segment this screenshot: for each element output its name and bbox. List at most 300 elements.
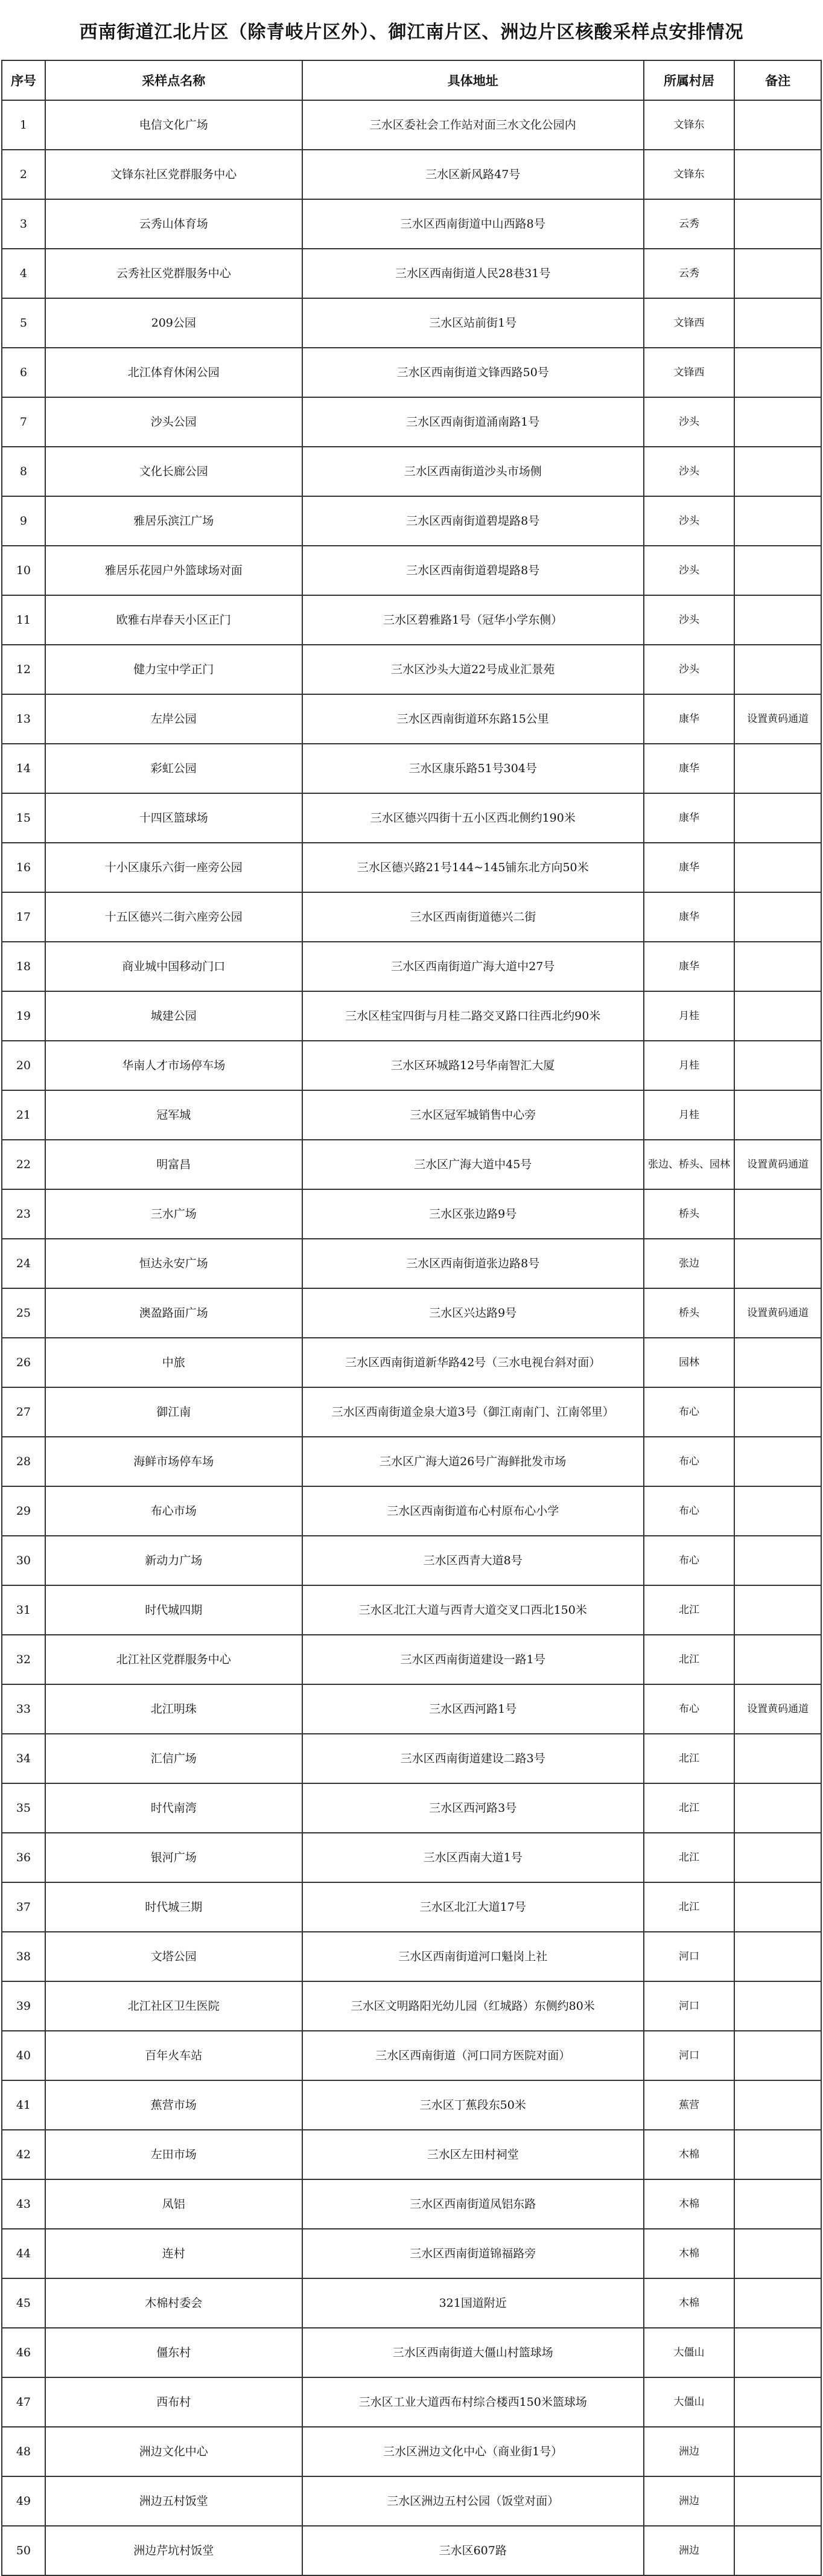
row-index: 44 [2,2229,45,2278]
remarks [734,1932,821,1981]
village: 布心 [644,1387,734,1437]
row-index: 26 [2,1338,45,1387]
site-address: 三水区西南街道（河口同方医院对面） [302,2031,644,2080]
site-name: 左田市场 [45,2130,302,2179]
table-row [2,942,821,991]
village: 北江 [644,1734,734,1783]
table-row [2,496,821,546]
remarks [734,1041,821,1090]
table-row [2,100,821,150]
table-row [2,249,821,298]
row-index: 8 [2,447,45,496]
site-name: 健力宝中学正门 [45,645,302,694]
remarks: 设置黄码通道 [734,1288,821,1338]
site-address: 三水区洲边五村公园（饭堂对面） [302,2476,644,2526]
row-index: 39 [2,1981,45,2031]
village: 北江 [644,1585,734,1635]
site-name: 北江社区卫生医院 [45,1981,302,2031]
site-name: 汇信广场 [45,1734,302,1783]
site-address: 三水区德兴四街十五小区西北侧约190米 [302,793,644,843]
remarks [734,2476,821,2526]
site-address: 三水区站前街1号 [302,298,644,348]
village: 康华 [644,843,734,892]
remarks [734,1486,821,1536]
header-village: 所属村居 [644,60,734,100]
table-row [2,199,821,249]
site-name: 冠军城 [45,1090,302,1140]
table-row [2,1090,821,1140]
table-header-row [2,60,821,100]
row-index: 3 [2,199,45,249]
row-index: 6 [2,348,45,397]
village: 木棉 [644,2229,734,2278]
table-row [2,1783,821,1833]
row-index: 2 [2,150,45,199]
table-row [2,1486,821,1536]
site-name: 彩虹公园 [45,744,302,793]
table-row [2,2031,821,2080]
table-row [2,1189,821,1239]
remarks [734,100,821,150]
remarks [734,793,821,843]
remarks [734,199,821,249]
remarks [734,1239,821,1288]
table-row [2,793,821,843]
site-name: 北江社区党群服务中心 [45,1635,302,1684]
row-index: 17 [2,892,45,942]
site-address: 三水区西南街道建设一路1号 [302,1635,644,1684]
remarks [734,249,821,298]
table-row [2,1833,821,1882]
site-address: 三水区西南街道德兴二街 [302,892,644,942]
table-row [2,2476,821,2526]
table-row [2,2278,821,2328]
site-address: 三水区西南街道布心村原布心小学 [302,1486,644,1536]
site-address: 三水区康乐路51号304号 [302,744,644,793]
header-address: 具体地址 [302,60,644,100]
remarks [734,744,821,793]
site-address: 三水区北江大道与西青大道交叉口西北150米 [302,1585,644,1635]
site-name: 银河广场 [45,1833,302,1882]
village: 月桂 [644,1041,734,1090]
row-index: 10 [2,546,45,595]
village: 沙头 [644,447,734,496]
village: 桥头 [644,1189,734,1239]
remarks [734,1734,821,1783]
remarks [734,1387,821,1437]
site-address: 三水区西南街道环东路15公里 [302,694,644,744]
site-address: 三水区环城路12号华南智汇大厦 [302,1041,644,1090]
remarks [734,1090,821,1140]
site-address: 三水区碧雅路1号（冠华小学东侧） [302,595,644,645]
remarks [734,1189,821,1239]
site-name: 时代南湾 [45,1783,302,1833]
village: 大僵山 [644,2328,734,2377]
row-index: 4 [2,249,45,298]
village: 北江 [644,1783,734,1833]
site-address: 三水区西南街道凤铝东路 [302,2179,644,2229]
site-name: 电信文化广场 [45,100,302,150]
table-row [2,1140,821,1189]
remarks [734,991,821,1041]
table-row [2,298,821,348]
site-address: 三水区西河路1号 [302,1684,644,1734]
table-row [2,1041,821,1090]
village: 月桂 [644,1090,734,1140]
site-name: 文塔公园 [45,1932,302,1981]
village: 沙头 [644,645,734,694]
site-address: 三水区沙头大道22号成业汇景苑 [302,645,644,694]
site-name: 恒达永安广场 [45,1239,302,1288]
site-address: 三水区西南街道金泉大道3号（御江南南门、江南邻里） [302,1387,644,1437]
row-index: 48 [2,2427,45,2476]
site-name: 文化长廊公园 [45,447,302,496]
row-index: 40 [2,2031,45,2080]
site-address: 三水区西南街道建设二路3号 [302,1734,644,1783]
remarks [734,496,821,546]
table-row [2,2427,821,2476]
row-index: 37 [2,1882,45,1932]
site-name: 西布村 [45,2377,302,2427]
site-address: 三水区西南街道锦福路旁 [302,2229,644,2278]
row-index: 28 [2,1437,45,1486]
site-address: 三水区委社会工作站对面三水文化公园内 [302,100,644,150]
site-name: 布心市场 [45,1486,302,1536]
village: 蕉营 [644,2080,734,2130]
row-index: 24 [2,1239,45,1288]
table-row [2,1882,821,1932]
site-address: 三水区西南街道碧堤路8号 [302,546,644,595]
site-name: 海鲜市场停车场 [45,1437,302,1486]
row-index: 38 [2,1932,45,1981]
table-row [2,1387,821,1437]
row-index: 7 [2,397,45,447]
remarks [734,1536,821,1585]
table-row [2,1981,821,2031]
remarks [734,2427,821,2476]
village: 张边、桥头、园林 [644,1140,734,1189]
table-row [2,991,821,1041]
site-address: 三水区广海大道中45号 [302,1140,644,1189]
site-address: 三水区西南街道人民28巷31号 [302,249,644,298]
row-index: 32 [2,1635,45,1684]
village: 云秀 [644,199,734,249]
row-index: 1 [2,100,45,150]
row-index: 33 [2,1684,45,1734]
village: 康华 [644,793,734,843]
row-index: 30 [2,1536,45,1585]
site-name: 文锋东社区党群服务中心 [45,150,302,199]
site-name: 城建公园 [45,991,302,1041]
village: 康华 [644,942,734,991]
village: 木棉 [644,2179,734,2229]
row-index: 50 [2,2526,45,2575]
row-index: 25 [2,1288,45,1338]
village: 洲边 [644,2427,734,2476]
table-body [2,100,821,2575]
village: 沙头 [644,595,734,645]
remarks [734,2179,821,2229]
row-index: 16 [2,843,45,892]
village: 布心 [644,1536,734,1585]
row-index: 35 [2,1783,45,1833]
site-address: 三水区新风路47号 [302,150,644,199]
remarks: 设置黄码通道 [734,1140,821,1189]
site-address: 三水区607路 [302,2526,644,2575]
village: 云秀 [644,249,734,298]
site-address: 三水区西南街道新华路42号（三水电视台斜对面） [302,1338,644,1387]
header-index: 序号 [2,60,45,100]
site-address: 321国道附近 [302,2278,644,2328]
village: 沙头 [644,496,734,546]
village: 文锋东 [644,100,734,150]
remarks [734,892,821,942]
row-index: 19 [2,991,45,1041]
table-row [2,150,821,199]
row-index: 14 [2,744,45,793]
site-name: 澳盈路面广场 [45,1288,302,1338]
village: 洲边 [644,2476,734,2526]
remarks: 设置黄码通道 [734,694,821,744]
row-index: 27 [2,1387,45,1437]
remarks [734,1585,821,1635]
site-address: 三水区桂宝四街与月桂二路交叉路口往西北约90米 [302,991,644,1041]
table-row [2,2229,821,2278]
row-index: 42 [2,2130,45,2179]
row-index: 23 [2,1189,45,1239]
site-name: 中旅 [45,1338,302,1387]
site-address: 三水区左田村祠堂 [302,2130,644,2179]
village: 河口 [644,2031,734,2080]
row-index: 47 [2,2377,45,2427]
table-row [2,1635,821,1684]
site-address: 三水区广海大道26号广海鲜批发市场 [302,1437,644,1486]
remarks [734,2229,821,2278]
table-row [2,2377,821,2427]
row-index: 11 [2,595,45,645]
header-site-name: 采样点名称 [45,60,302,100]
table-row [2,1437,821,1486]
remarks [734,150,821,199]
table-row [2,2130,821,2179]
remarks [734,2080,821,2130]
village: 北江 [644,1635,734,1684]
table-row [2,1932,821,1981]
site-name: 北江体育休闲公园 [45,348,302,397]
table-row [2,546,821,595]
site-name: 洲边五村饭堂 [45,2476,302,2526]
remarks [734,2377,821,2427]
village: 河口 [644,1932,734,1981]
site-address: 三水区冠军城销售中心旁 [302,1090,644,1140]
table-row [2,2179,821,2229]
table-row [2,694,821,744]
site-name: 十四区篮球场 [45,793,302,843]
row-index: 41 [2,2080,45,2130]
row-index: 5 [2,298,45,348]
row-index: 21 [2,1090,45,1140]
remarks [734,1338,821,1387]
site-address: 三水区西青大道8号 [302,1536,644,1585]
site-name: 洲边文化中心 [45,2427,302,2476]
table-row [2,1585,821,1635]
village: 文锋东 [644,150,734,199]
table-row [2,645,821,694]
table-row [2,1239,821,1288]
remarks [734,298,821,348]
row-index: 34 [2,1734,45,1783]
site-name: 三水广场 [45,1189,302,1239]
site-address: 三水区西南街道大僵山村篮球场 [302,2328,644,2377]
village: 沙头 [644,546,734,595]
table-row [2,397,821,447]
remarks [734,1882,821,1932]
site-address: 三水区西南街道河口魁岗上社 [302,1932,644,1981]
row-index: 31 [2,1585,45,1635]
village: 文锋西 [644,298,734,348]
village: 大僵山 [644,2377,734,2427]
site-name: 新动力广场 [45,1536,302,1585]
site-name: 沙头公园 [45,397,302,447]
table-row [2,348,821,397]
row-index: 22 [2,1140,45,1189]
table-row [2,595,821,645]
village: 木棉 [644,2278,734,2328]
site-name: 连村 [45,2229,302,2278]
site-address: 三水区西南大道1号 [302,1833,644,1882]
village: 张边 [644,1239,734,1288]
remarks [734,348,821,397]
row-index: 13 [2,694,45,744]
site-name: 雅居乐滨江广场 [45,496,302,546]
header-remarks: 备注 [734,60,821,100]
site-name: 洲边芹坑村饭堂 [45,2526,302,2575]
remarks [734,2031,821,2080]
village: 布心 [644,1684,734,1734]
site-name: 左岸公园 [45,694,302,744]
site-name: 华南人才市场停车场 [45,1041,302,1090]
table-row [2,2080,821,2130]
site-name: 雅居乐花园户外篮球场对面 [45,546,302,595]
village: 康华 [644,694,734,744]
document-title: 西南街道江北片区（除青岐片区外）、御江南片区、洲边片区核酸采样点安排情况 [79,21,744,43]
remarks [734,1981,821,2031]
site-name: 木棉村委会 [45,2278,302,2328]
site-address: 三水区西南街道涌南路1号 [302,397,644,447]
site-address: 三水区西河路3号 [302,1783,644,1833]
site-address: 三水区丁蕉段东50米 [302,2080,644,2130]
village: 园林 [644,1338,734,1387]
village: 布心 [644,1437,734,1486]
remarks [734,645,821,694]
site-name: 时代城四期 [45,1585,302,1635]
village: 河口 [644,1981,734,2031]
village: 桥头 [644,1288,734,1338]
site-address: 三水区张边路9号 [302,1189,644,1239]
site-address: 三水区德兴路21号144~145铺东北方向50米 [302,843,644,892]
site-name: 十五区德兴二街六座旁公园 [45,892,302,942]
site-address: 三水区洲边文化中心（商业街1号） [302,2427,644,2476]
row-index: 20 [2,1041,45,1090]
remarks [734,2526,821,2575]
remarks [734,2328,821,2377]
site-address: 三水区西南街道广海大道中27号 [302,942,644,991]
table-row [2,447,821,496]
table-row [2,1288,821,1338]
row-index: 12 [2,645,45,694]
village: 洲边 [644,2526,734,2575]
table-row [2,2526,821,2575]
site-name: 北江明珠 [45,1684,302,1734]
village: 文锋西 [644,348,734,397]
site-name: 百年火车站 [45,2031,302,2080]
row-index: 29 [2,1486,45,1536]
table-row [2,744,821,793]
remarks [734,1635,821,1684]
table-row [2,2328,821,2377]
row-index: 15 [2,793,45,843]
village: 康华 [644,892,734,942]
site-name: 御江南 [45,1387,302,1437]
site-name: 十小区康乐六街一座旁公园 [45,843,302,892]
village: 北江 [644,1882,734,1932]
table-row [2,1338,821,1387]
site-address: 三水区西南街道沙头市场侧 [302,447,644,496]
site-name: 僵东村 [45,2328,302,2377]
site-name: 明富昌 [45,1140,302,1189]
site-name: 凤铝 [45,2179,302,2229]
site-name: 蕉营市场 [45,2080,302,2130]
site-address: 三水区北江大道17号 [302,1882,644,1932]
remarks [734,595,821,645]
row-index: 45 [2,2278,45,2328]
site-address: 三水区文明路阳光幼儿园（红城路）东侧约80米 [302,1981,644,2031]
row-index: 36 [2,1833,45,1882]
table-row [2,1684,821,1734]
remarks [734,2130,821,2179]
village: 沙头 [644,397,734,447]
table-row [2,843,821,892]
village: 木棉 [644,2130,734,2179]
site-name: 时代城三期 [45,1882,302,1932]
remarks [734,546,821,595]
site-name: 云秀社区党群服务中心 [45,249,302,298]
row-index: 18 [2,942,45,991]
site-address: 三水区西南街道碧堤路8号 [302,496,644,546]
site-address: 三水区西南街道中山西路8号 [302,199,644,249]
site-name: 商业城中国移动门口 [45,942,302,991]
remarks [734,1437,821,1486]
row-index: 49 [2,2476,45,2526]
remarks [734,397,821,447]
remarks [734,1833,821,1882]
remarks [734,2278,821,2328]
site-address: 三水区兴达路9号 [302,1288,644,1338]
table-row [2,1536,821,1585]
village: 月桂 [644,991,734,1041]
remarks: 设置黄码通道 [734,1684,821,1734]
remarks [734,843,821,892]
remarks [734,942,821,991]
remarks [734,447,821,496]
row-index: 9 [2,496,45,546]
site-address: 三水区工业大道西布村综合楼西150米篮球场 [302,2377,644,2427]
sampling-points-table [1,60,822,2576]
remarks [734,1783,821,1833]
site-name: 欧雅右岸春天小区正门 [45,595,302,645]
village: 北江 [644,1833,734,1882]
village: 康华 [644,744,734,793]
